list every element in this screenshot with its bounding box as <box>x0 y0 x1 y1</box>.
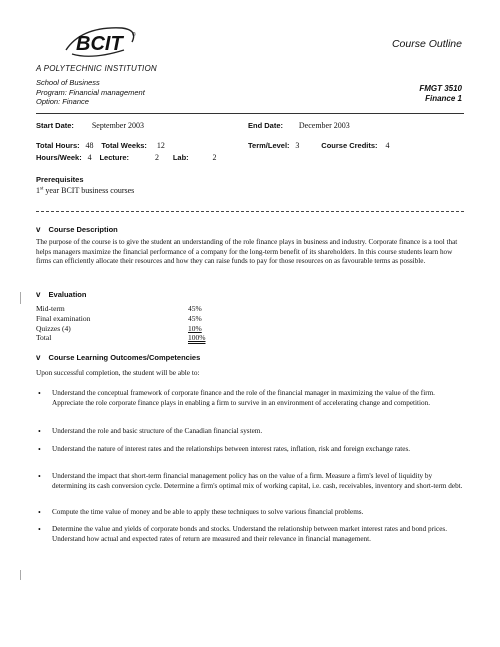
hours-week-label: Hours/Week: <box>36 153 82 162</box>
list-item: • Determine the value and yields of corporate bonds and stocks. Understand the relationship between market interest rates and bond prices. Understand how actual and expected rates of return are measured and their relevance in financial management. <box>38 525 447 543</box>
total-weeks-label: Total Weeks: <box>101 141 147 150</box>
term-value: 3 <box>295 141 300 150</box>
total-weeks-value: 12 <box>156 141 165 150</box>
option-name: Option: Finance <box>36 97 89 106</box>
course-description-text: The purpose of the course is to give the student an understanding of the role finance plays in business and industry. Corporate finance is a tool that helps managers maximize the financial performance of a company for the long-term benefit of its shareholders. In this course students learn how firms can efficiently allocate their resources and how they can raise funds to pay for those resources on as favourable terms as possible. <box>36 238 458 266</box>
course-code: FMGT 3510 <box>419 84 462 93</box>
evaluation-table <box>36 304 226 343</box>
end-date-row <box>248 121 350 130</box>
hours-week-value: 4 <box>87 153 92 162</box>
outcomes-intro: Upon successful completion, the student will be able to: <box>36 368 200 377</box>
section-divider <box>36 211 464 212</box>
prerequisites-text: 1st year BCIT business courses <box>36 186 135 195</box>
hours-week-row <box>36 153 217 162</box>
start-date-value: September 2003 <box>91 121 145 130</box>
bullet-icon: • <box>38 525 41 534</box>
evaluation-row: Total 100% <box>36 333 206 343</box>
start-date-label: Start Date: <box>36 121 74 130</box>
term-label: Term/Level: <box>248 141 290 150</box>
bullet-icon: • <box>38 472 41 481</box>
course-id <box>419 84 462 104</box>
credits-label: Course Credits: <box>321 141 378 150</box>
bullet-icon: • <box>38 445 41 454</box>
evaluation-heading: v Evaluation <box>36 290 87 299</box>
list-item: • Compute the time value of money and be able to apply these techniques to solve various financial problems. <box>38 508 364 517</box>
lab-label: Lab: <box>172 153 189 162</box>
heading-bullet-icon: v <box>36 353 41 362</box>
scan-mark <box>20 292 21 304</box>
header-divider <box>36 113 464 114</box>
scan-mark <box>20 570 21 580</box>
total-hours-row <box>36 141 165 150</box>
heading-bullet-icon: v <box>36 225 41 234</box>
evaluation-row: Final examination 45% <box>36 313 202 323</box>
bullet-icon: • <box>38 508 41 517</box>
course-description-heading: v Course Description <box>36 225 118 234</box>
list-item: • Understand the impact that short-term financial management policy has on the value of a firm. Measure a firm's level of liquidity by determining its cash conversion cycle. Determine a firm's optimal mix of working capital, i.e. cash, receivables, inventory and short-term debt. <box>38 472 463 490</box>
svg-text:®: ® <box>132 32 136 38</box>
list-item: • Understand the conceptual framework of corporate finance and the role of the financial manager in maximizing the value of the firm. Appreciate the role corporate finance plays in enabling a firm to survive in an environment of accelerating change and competition. <box>38 389 435 407</box>
logo-text: BCIT <box>76 33 123 55</box>
tagline: A POLYTECHNIC INSTITUTION <box>36 64 157 73</box>
bullet-icon: • <box>38 389 41 398</box>
prerequisites-heading: Prerequisites <box>36 175 84 184</box>
bcit-logo <box>62 20 142 62</box>
lecture-label: Lecture: <box>99 153 130 162</box>
end-date-label: End Date: <box>248 121 284 130</box>
end-date-value: December 2003 <box>298 121 350 130</box>
total-hours-label: Total Hours: <box>36 141 80 150</box>
term-row <box>248 141 389 150</box>
bullet-icon: • <box>38 427 41 436</box>
school-info <box>36 78 145 107</box>
total-hours-value: 48 <box>85 141 94 150</box>
list-item: • Understand the nature of interest rates and the relationships between interest rates, inflation, risk and foreign exchange rates. <box>38 445 411 454</box>
course-name: Finance 1 <box>425 94 462 103</box>
heading-bullet-icon: v <box>36 290 41 299</box>
lecture-value: 2 <box>154 153 159 162</box>
list-item: • Understand the role and basic structure of the Canadian financial system. <box>38 427 263 436</box>
school-name: School of Business <box>36 78 100 87</box>
evaluation-row: Quizzes (4) 10% <box>36 323 202 333</box>
document-type: Course Outline <box>391 38 462 50</box>
credits-value: 4 <box>385 141 390 150</box>
program-name: Program: Financial management <box>36 87 145 97</box>
outcomes-heading: v Course Learning Outcomes/Competencies <box>36 353 201 362</box>
lab-value: 2 <box>212 153 217 162</box>
start-date-row <box>36 121 144 130</box>
evaluation-row: Mid-term 45% <box>36 304 202 313</box>
